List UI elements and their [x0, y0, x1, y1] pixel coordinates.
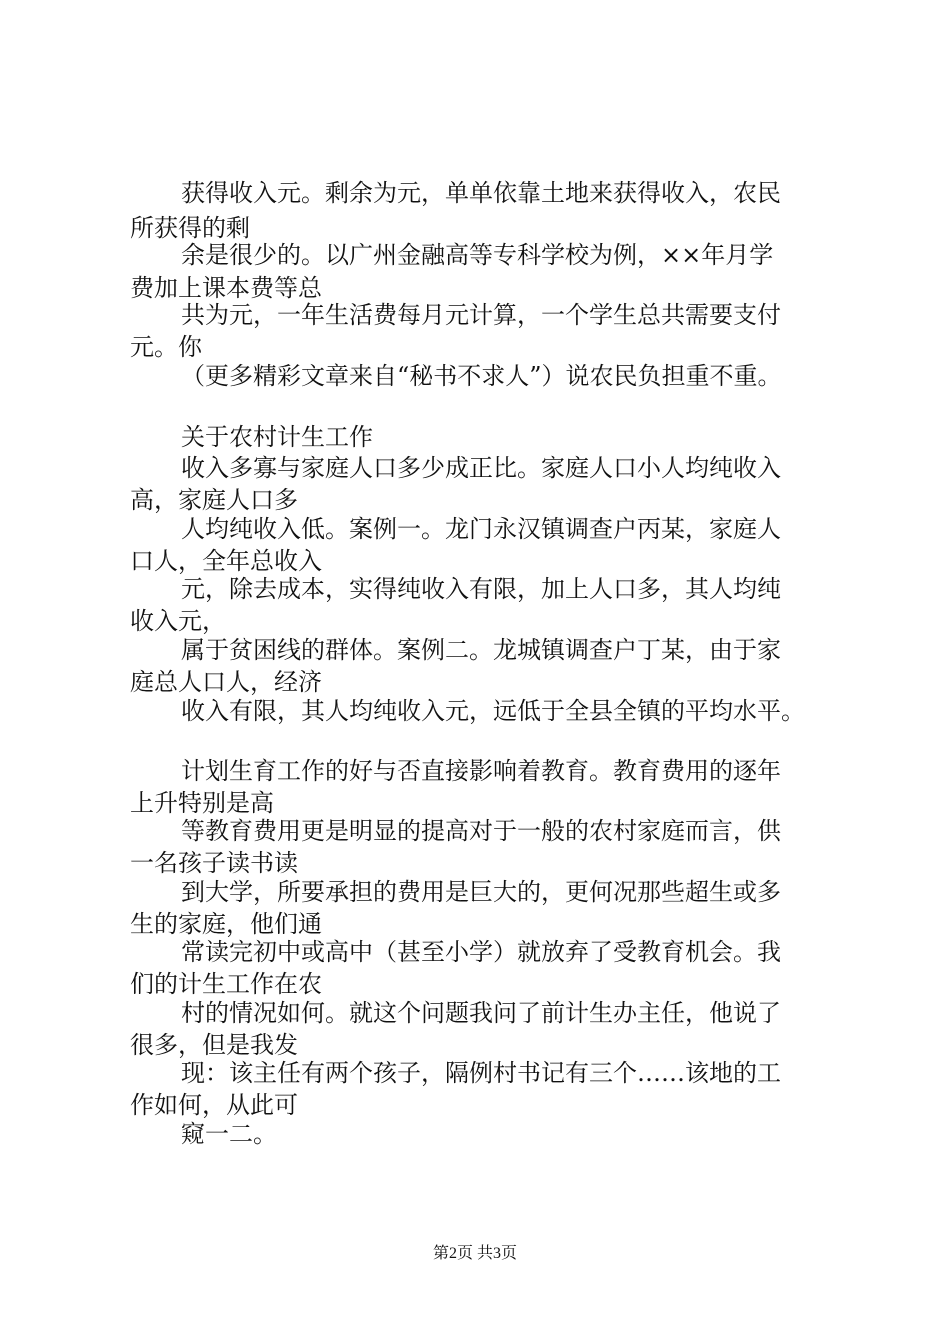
- text-line: 元，除去成本，实得纯收入有限，加上人口多，其人均纯: [181, 575, 781, 603]
- text-line: 现：该主任有两个孩子，隔例村书记有三个……该地的工: [181, 1059, 781, 1087]
- text-line: 等教育费用更是明显的提高对于一般的农村家庭而言，供: [181, 817, 781, 845]
- text-line: 很多，但是我发: [130, 1031, 298, 1059]
- text-line: 共为元，一年生活费每月元计算，一个学生总共需要支付: [181, 301, 781, 329]
- text-line: 收入元，: [130, 607, 226, 635]
- text-line: 高，家庭人口多: [130, 486, 298, 514]
- text-line: 所获得的剩: [130, 214, 250, 242]
- text-line: 收入有限，其人均纯收入元，远低于全县全镇的平均水平。: [181, 697, 805, 725]
- text-line: 获得收入元。剩余为元，单单依靠土地来获得收入，农民: [181, 179, 781, 207]
- section-heading: 关于农村计生工作: [181, 423, 373, 451]
- text-line: 一名孩子读书读: [130, 849, 298, 877]
- text-line: 上升特别是高: [130, 789, 274, 817]
- text-line: 收入多寡与家庭人口多少成正比。家庭人口小人均纯收入: [181, 454, 781, 482]
- text-line: 庭总人口人，经济: [130, 668, 322, 696]
- text-line: 费加上课本费等总: [130, 274, 322, 302]
- text-line: 元。你: [130, 333, 202, 361]
- text-line: 生的家庭，他们通: [130, 910, 322, 938]
- text-line: 人均纯收入低。案例一。龙门永汉镇调查户丙某，家庭人: [181, 515, 781, 543]
- text-line: 余是很少的。以广州金融高等专科学校为例，××年月学: [181, 241, 774, 269]
- text-line: 村的情况如何。就这个问题我问了前计生办主任，他说了: [181, 999, 781, 1027]
- text-line: （更多精彩文章来自“秘书不求人”）说农民负担重不重。: [181, 362, 782, 390]
- page-footer: [0, 1243, 950, 1265]
- text-line: 到大学，所要承担的费用是巨大的，更何况那些超生或多: [181, 878, 781, 906]
- text-line: 常读完初中或高中（甚至小学）就放弃了受教育机会。我: [181, 938, 781, 966]
- page-number-label: 第2页 共3页: [432, 1245, 517, 1262]
- text-line: 计划生育工作的好与否直接影响着教育。教育费用的逐年: [181, 757, 781, 785]
- text-line: 窥一二。: [181, 1120, 277, 1148]
- text-line: 们的计生工作在农: [130, 970, 322, 998]
- text-line: 口人，全年总收入: [130, 547, 322, 575]
- text-line: 属于贫困线的群体。案例二。龙城镇调查户丁某，由于家: [181, 636, 781, 664]
- text-line: 作如何，从此可: [130, 1091, 298, 1119]
